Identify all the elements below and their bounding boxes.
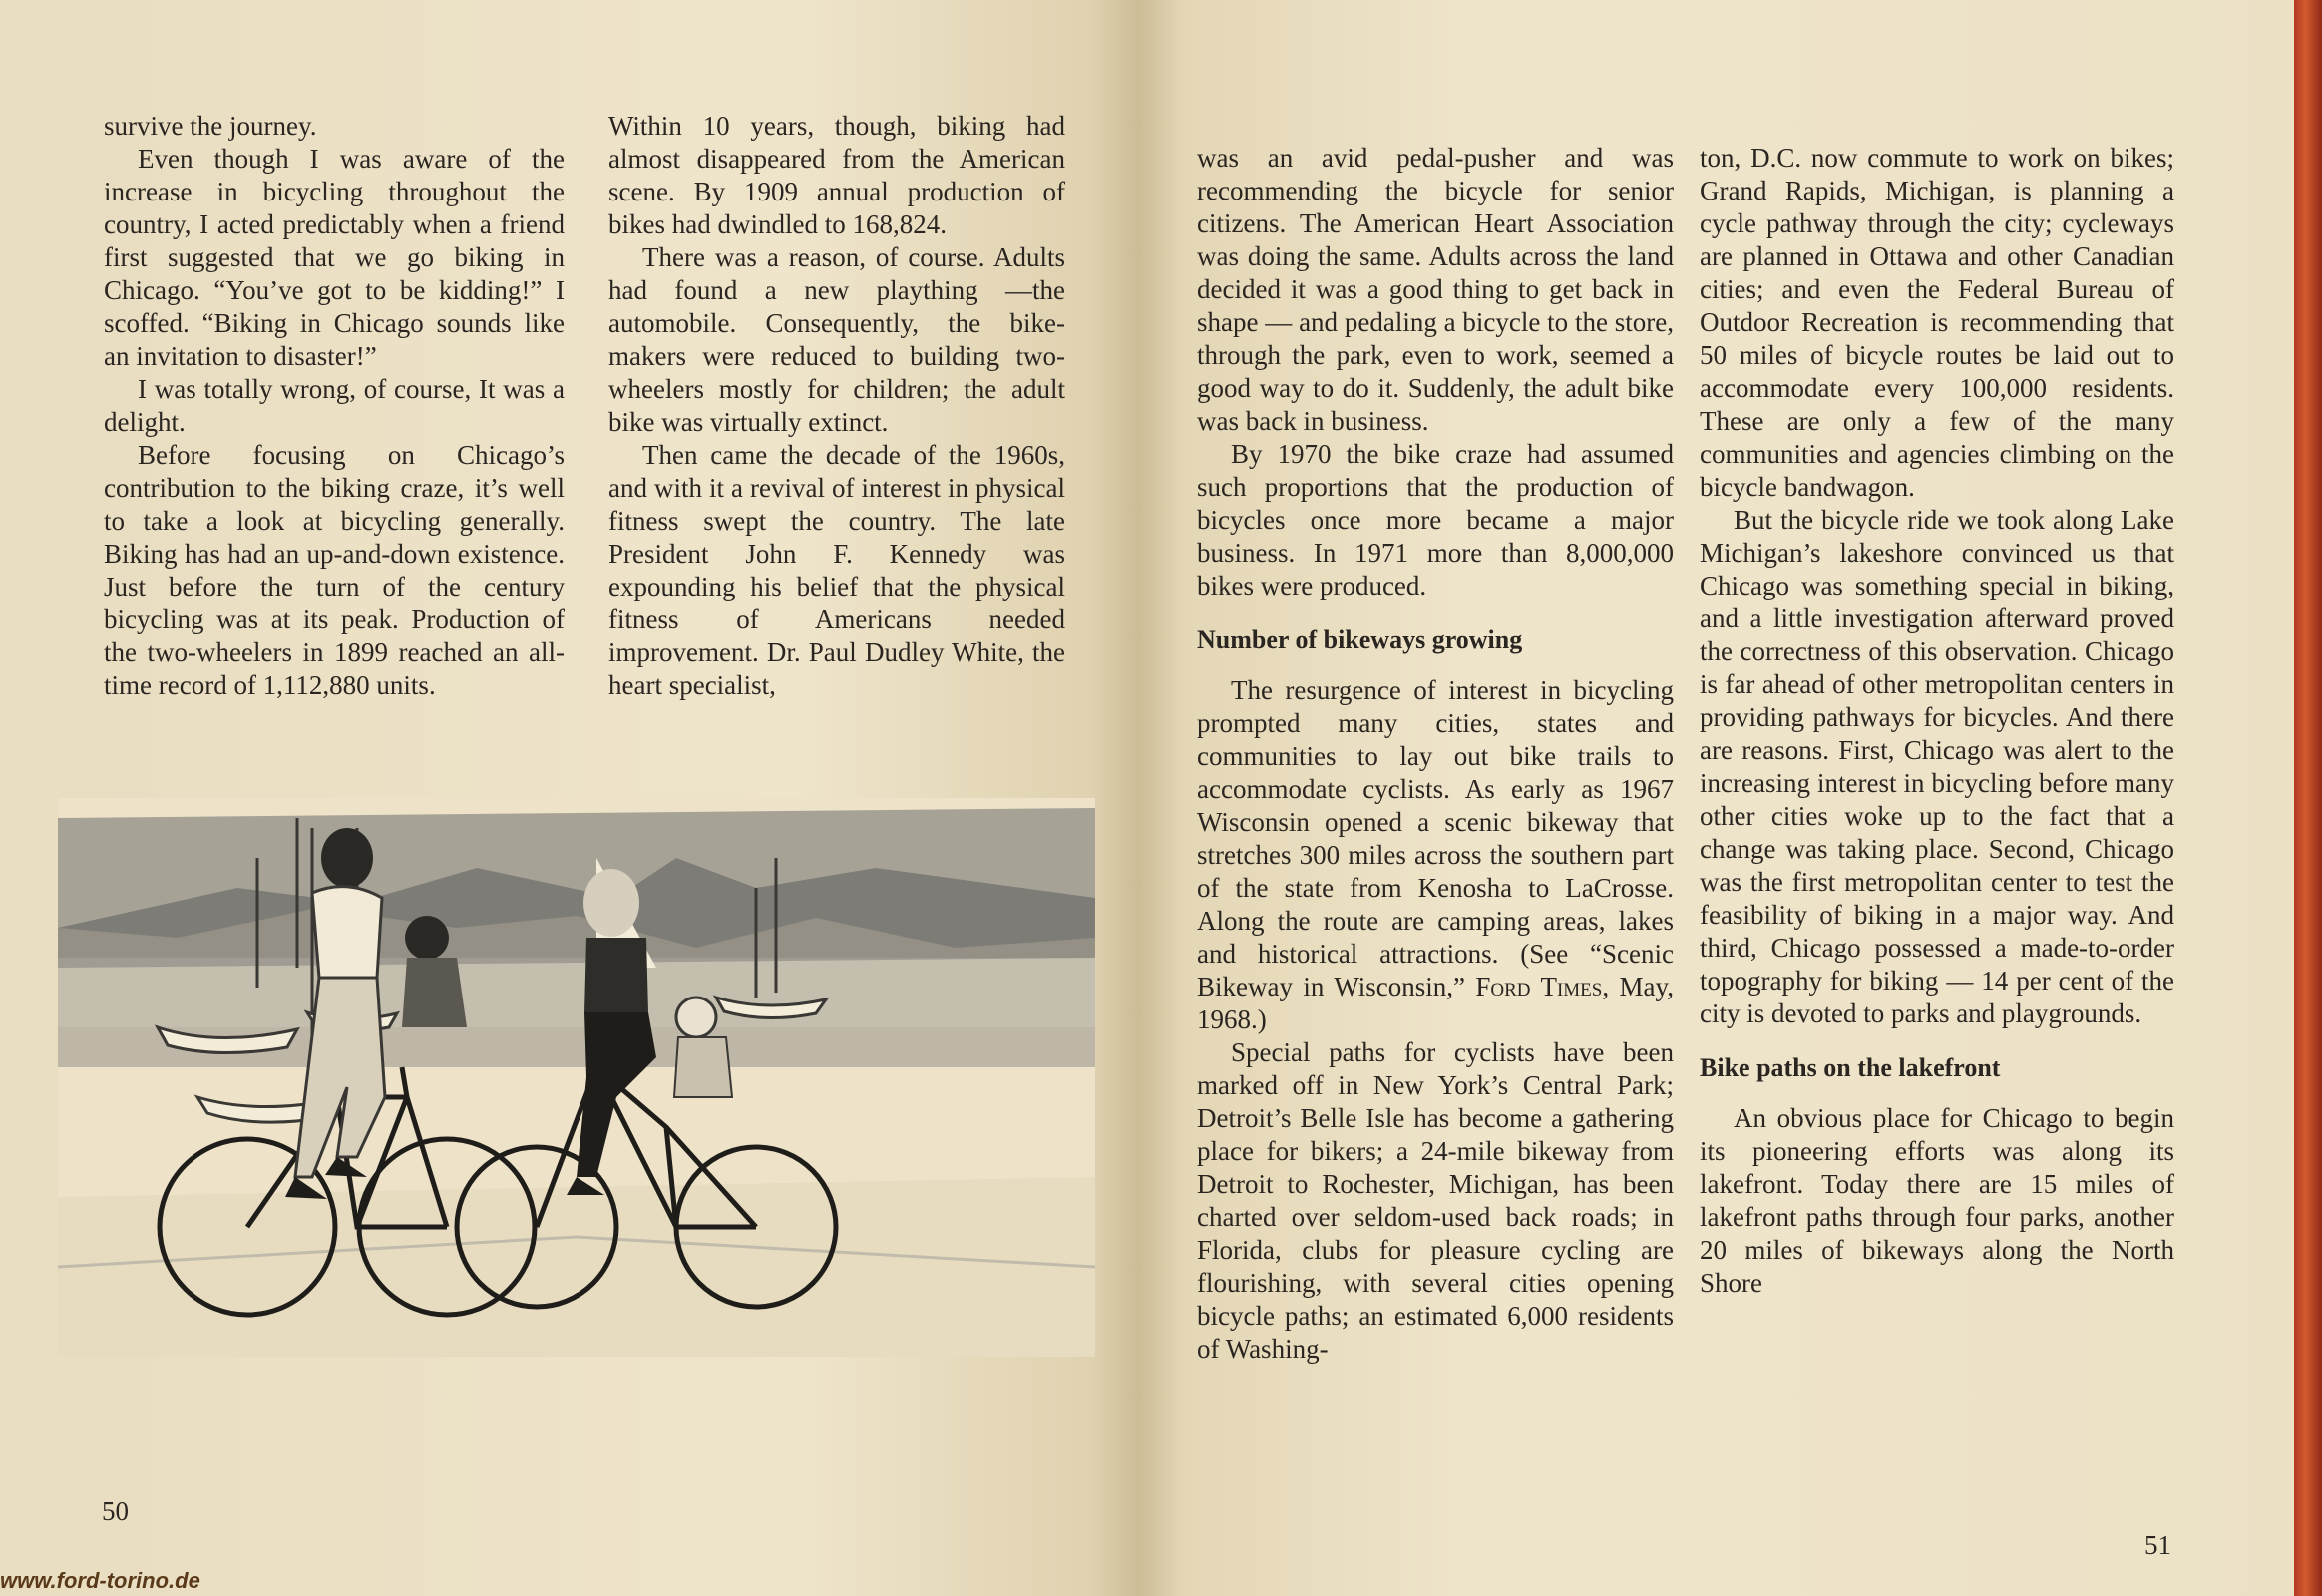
- paragraph: survive the journey.: [104, 111, 317, 141]
- page-number-left: 50: [102, 1496, 129, 1526]
- paragraph: There was a reason, of course. Adults had found a new plaything —the automobile. Consequently, the bike-makers were reduced to building two-wheelers mostly for children; the adult bike was virtually extinct.: [608, 242, 1065, 437]
- watermark: www.ford-torino.de: [0, 1568, 200, 1593]
- right-column-1: [1197, 142, 1674, 1366]
- section-heading: Bike paths on the lakefront: [1700, 1053, 2001, 1082]
- paragraph: But the bicycle ride we took along Lake Michigan’s lakeshore convinced us that Chicago was something special in biking, and a little investigation afterward proved the correctness of this observation. Chicago is far ahead of other metropolitan centers in providing pathways for bicycles. And there are reasons. First, Chicago was alert to the increasing interest in bicycling before many other cities woke up to the fact that a change was taking place. Second, Chicago was the first metropolitan center to test the feasibility of biking in a major way. And third, Chicago possessed a made-to-order topography for biking — 14 per cent of the city is devoted to parks and playgrounds.: [1700, 505, 2174, 1028]
- section-heading: Number of bikeways growing: [1197, 625, 1523, 654]
- left-page: [0, 0, 1137, 1596]
- paragraph: was an avid pedal-pusher and was recommending the bicycle for senior citizens. The American Heart Association was doing the same. Adults across the land decided it was a good thing to get back in shape — and pedaling a bicycle to the store, through the park, even to work, seemed a good way to do it. Suddenly, the adult bike was back in business.: [1197, 143, 1674, 436]
- paragraph: Before focusing on Chicago’s contribution to the biking craze, it’s well to take a look at bicycling generally. Biking has had an up-and-down existence. Just before the turn of the century bicycling was at its peak. Production of the two-wheelers in 1899 reached an all-time record of 1,112,880 units.: [104, 440, 565, 700]
- paragraph: Special paths for cyclists have been marked off in New York’s Central Park; Detroit’s Belle Isle has become a gathering place for bikers; a 24-mile bikeway from Detroit to Rochester, Michigan, has been charted over seldom-used back roads; in Florida, clubs for pleasure cycling are flourishing, with several cities opening bicycle paths; an estimated 6,000 residents of Washing-: [1197, 1037, 1674, 1364]
- page-number-right: 51: [2144, 1530, 2171, 1560]
- left-column-1: [104, 110, 565, 702]
- text-run: The resurgence of interest in bicycling prompted many cities, states and communities to lay out bike trails to accommodate cyclists. As early as 1967 Wisconsin opened a scenic bikeway that stretches 300 miles across the southern part of the state from Kenosha to LaCrosse. Along the route are camping areas, lakes and historical attractions. (See “Scenic Bikeway in Wisconsin,”: [1197, 675, 1674, 1001]
- paragraph: By 1970 the bike craze had assumed such proportions that the production of bicycles once more became a major business. In 1971 more than 8,000,000 bikes were produced.: [1197, 439, 1674, 600]
- book-edge: [2294, 0, 2322, 1596]
- paragraph: Then came the decade of the 1960s, and with it a revival of interest in physical fitness swept the country. The late President John F. Kennedy was expounding his belief that the physical fitness of Americans needed improvement. Dr. Paul Dudley White, the heart specialist,: [608, 440, 1065, 700]
- text-run: , May, 1968.): [1197, 972, 1674, 1034]
- cyclists-illustration: [58, 798, 1095, 1357]
- paragraph: Even though I was aware of the increase in bicycling throughout the country, I acted predictably when a friend first suggested that we go biking in Chicago. “You’ve got to be kidding!” I scoffed. “Biking in Chicago sounds like an invitation to disaster!”: [104, 144, 565, 371]
- left-column-2: [608, 110, 1065, 702]
- paragraph: An obvious place for Chicago to begin its pioneering efforts was along its lakefront. Today there are 15 miles of lakefront paths through four parks, another 20 miles of bikeways along the North Shore: [1700, 1103, 2174, 1298]
- right-column-2: [1700, 142, 2174, 1300]
- paragraph: Within 10 years, though, biking had almost disappeared from the American scene. By 1909 annual production of bikes had dwindled to 168,824.: [608, 111, 1065, 239]
- paragraph: ton, D.C. now commute to work on bikes; Grand Rapids, Michigan, is planning a cycle pathway through the city; cycleways are planned in Ottawa and other Canadian cities; and even the Federal Bureau of Outdoor Recreation is recommending that 50 miles of bicycle routes be laid out to accommodate every 100,000 residents. These are only a few of the many communities and agencies climbing on the bicycle bandwagon.: [1700, 143, 2174, 502]
- right-page: [1137, 0, 2294, 1596]
- paragraph: [1197, 674, 1674, 1036]
- magazine-title: Ford Times: [1475, 972, 1603, 1001]
- paragraph: I was totally wrong, of course, It was a delight.: [104, 374, 565, 437]
